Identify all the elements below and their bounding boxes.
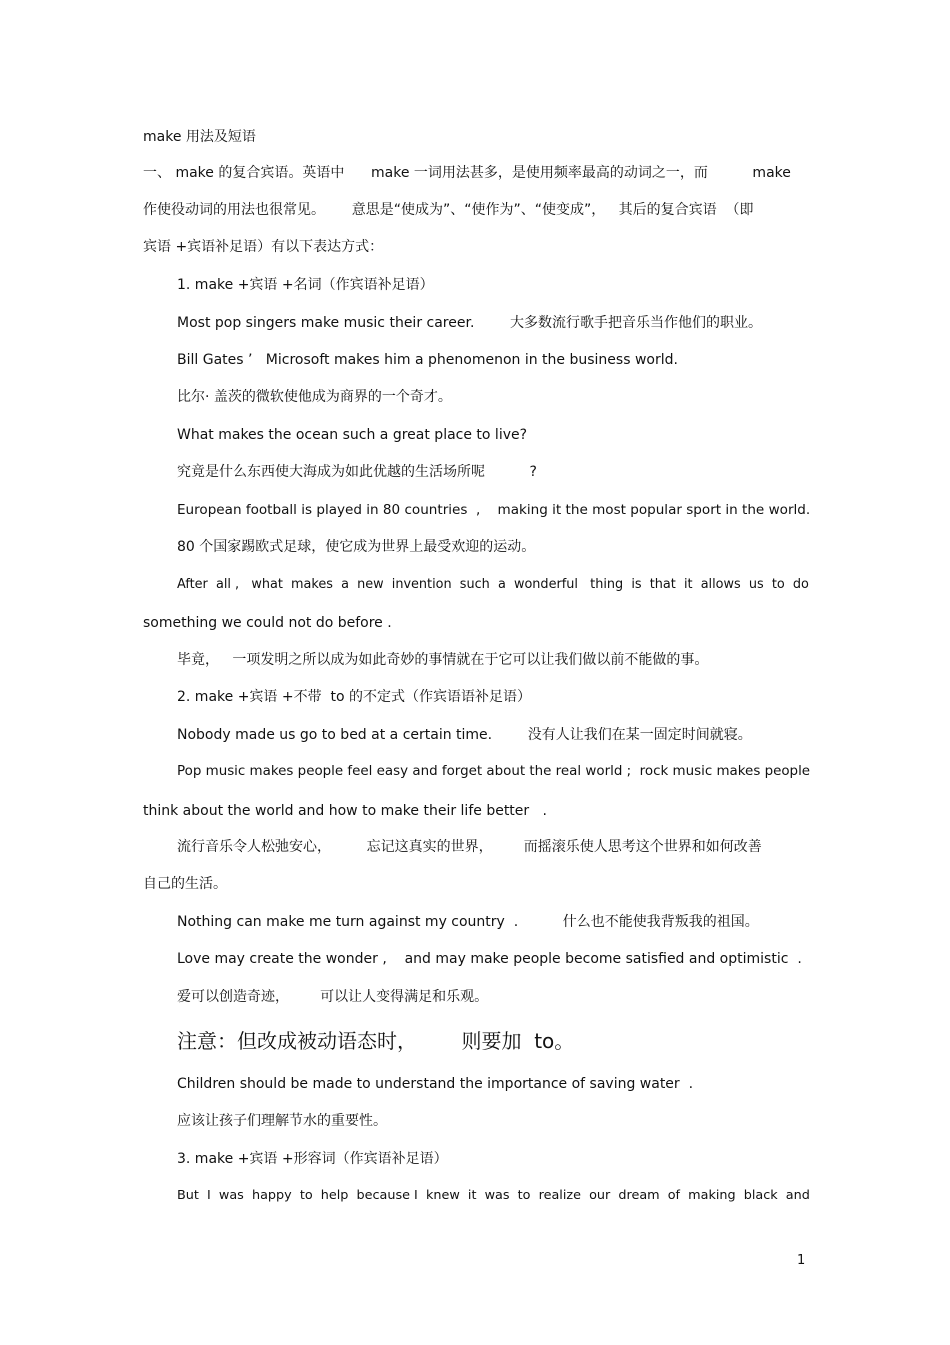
- example-translation: 毕竟， 一项发明之所以成为如此奇妙的事情就在于它可以让我们做以前不能做的事。: [177, 652, 709, 668]
- example-text: think about the world and how to make their life better .: [143, 803, 547, 819]
- intro-line-3: 宾语 +宾语补足语）有以下表达方式：: [143, 239, 384, 255]
- example-translation: 爱可以创造奇迹， 可以让人变得满足和乐观。: [177, 989, 489, 1005]
- example-translation: 80 个国家踢欧式足球，使它成为世界上最受欢迎的运动。: [177, 539, 536, 555]
- example-text: European football is played in 80 countries , making it the most popular sport in the world.: [177, 502, 811, 518]
- example-text: What makes the ocean such a great place to live?: [177, 427, 528, 443]
- section-1-heading: 1. make +宾语 +名词（作宾语补足语）: [177, 277, 434, 293]
- example-text: Love may create the wonder , and may make people become satisfied and optimistic .: [177, 951, 802, 967]
- example-translation: 应该让孩子们理解节水的重要性。: [177, 1113, 387, 1129]
- example-translation: 究竟是什么东西使大海成为如此优越的生活场所呢 ?: [177, 464, 537, 480]
- example-text: Most pop singers make music their career. 大多数流行歌手把音乐当作他们的职业。: [177, 315, 762, 331]
- example-text: Nobody made us go to bed at a certain time. 没有人让我们在某一固定时间就寝。: [177, 727, 752, 743]
- example-text: Nothing can make me turn against my country . 什么也不能使我背叛我的祖国。: [177, 914, 759, 930]
- example-text: Bill Gates ’ Microsoft makes him a phenomenon in the business world.: [177, 352, 678, 368]
- example-translation: 比尔· 盖茨的微软使他成为商界的一个奇才。: [177, 389, 452, 405]
- doc-title: make 用法及短语: [143, 129, 256, 145]
- example-text: Pop music makes people feel easy and forget about the real world ; rock music makes people: [177, 764, 811, 779]
- example-text: But I was happy to help because I knew it was to realize our dream of making black and: [177, 1188, 810, 1203]
- section-2-heading: 2. make +宾语 +不带 to 的不定式（作宾语语补足语）: [177, 689, 532, 705]
- example-translation: 流行音乐令人松弛安心， 忘记这真实的世界， 而摇滚乐使人思考这个世界和如何改善: [177, 839, 762, 855]
- note-heading: 注意：但改成被动语态时， 则要加 to。: [177, 1029, 575, 1053]
- example-text: After all , what makes a new invention such a wonderful thing is that it allows us to do: [177, 577, 809, 592]
- example-translation: 自己的生活。: [143, 876, 227, 892]
- section-3-heading: 3. make +宾语 +形容词（作宾语补足语）: [177, 1151, 448, 1167]
- page-number: 1: [797, 1253, 806, 1268]
- intro-line-1: 一、 make 的复合宾语。英语中 make 一词用法甚多，是使用频率最高的动词之一，而 make: [143, 165, 791, 181]
- example-text: something we could not do before .: [143, 615, 392, 631]
- example-text: Children should be made to understand the importance of saving water .: [177, 1076, 694, 1092]
- intro-line-2: 作使役动词的用法也很常见。 意思是“使成为”、“使作为”、“使变成”， 其后的复合宾语 （即: [143, 202, 754, 218]
